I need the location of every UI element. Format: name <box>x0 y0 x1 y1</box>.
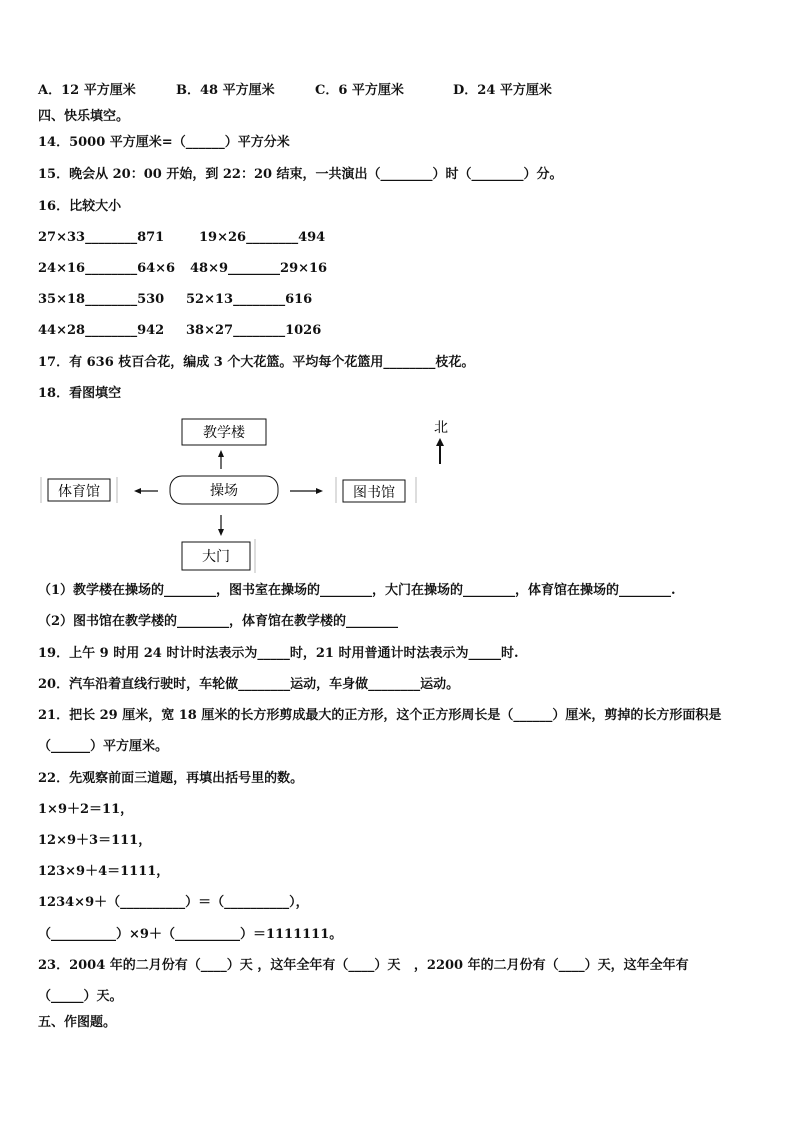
pattern-line: 1×9＋2＝11， <box>38 802 134 817</box>
compare-item: 19×26________494 <box>199 230 326 245</box>
section5-title: 五、作图题。 <box>38 1015 117 1030</box>
gym-label: 体育馆 <box>58 484 100 500</box>
section4-title: 四、快乐填空。 <box>38 109 130 124</box>
option-d: D．24 平方厘米 <box>453 83 552 98</box>
question-18-part-2: （2）图书馆在教学楼的________，体育馆在教学楼的________ <box>38 614 399 629</box>
question-21-line-1: 21．把长 29 厘米，宽 18 厘米的长方形剪成最大的正方形，这个正方形周长是（______）厘米，剪掉的长方形面积是 <box>38 708 722 723</box>
pattern-line: 123×9＋4＝1111， <box>38 864 170 879</box>
pattern-line: （__________）×9＋（__________）＝1111111。 <box>38 927 343 942</box>
compare-item: 52×13________616 <box>186 292 313 307</box>
arrow-down-icon <box>218 529 224 536</box>
question-18-title: 18．看图填空 <box>38 386 122 401</box>
north-label: 北 <box>434 420 448 436</box>
arrow-up-icon <box>218 450 224 457</box>
arrow-left-icon <box>134 488 141 494</box>
option-c: C．6 平方厘米 <box>315 83 404 98</box>
compare-item: 27×33________871 <box>38 230 165 245</box>
question-19: 19．上午 9 时用 24 时计时法表示为_____时，21 时用普通计时法表示为_____时. <box>38 646 519 661</box>
direction-diagram <box>38 412 448 577</box>
compare-item: 38×27________1026 <box>186 323 322 338</box>
question-14: 14．5000 平方厘米=（______）平方分米 <box>38 135 290 150</box>
question-16-title: 16．比较大小 <box>38 199 122 214</box>
option-b: B．48 平方厘米 <box>176 83 275 98</box>
north-arrow-icon <box>436 438 444 446</box>
compare-item: 24×16________64×6 <box>38 261 176 276</box>
question-18-part-1: （1）教学楼在操场的________，图书室在操场的________，大门在操场的________，体育馆在操场的________. <box>38 583 676 598</box>
question-23-line-2: （_____）天。 <box>38 989 123 1004</box>
pattern-line: 12×9＋3＝111， <box>38 833 152 848</box>
pattern-line: 1234×9＋（__________）＝（__________）， <box>38 895 309 910</box>
question-22-title: 22．先观察前面三道题，再填出括号里的数。 <box>38 771 304 786</box>
gate-label: 大门 <box>202 549 230 565</box>
compare-item: 44×28________942 <box>38 323 165 338</box>
option-a: A．12 平方厘米 <box>38 83 136 98</box>
compare-item: 48×9________29×16 <box>190 261 328 276</box>
question-20: 20．汽车沿着直线行驶时，车轮做________运动，车身做________运动。 <box>38 677 460 692</box>
teaching-building-label: 教学楼 <box>203 425 245 441</box>
library-label: 图书馆 <box>353 485 395 501</box>
arrow-right-icon <box>316 488 323 494</box>
question-23-line-1: 23．2004 年的二月份有（____）天 ，这年全年有（____）天 ，2200 年的二月份有（____）天，这年全年有 <box>38 958 689 973</box>
playground-label: 操场 <box>210 483 238 499</box>
question-17: 17．有 636 枝百合花，编成 3 个大花篮。平均每个花篮用________枝花。 <box>38 355 475 370</box>
compare-item: 35×18________530 <box>38 292 165 307</box>
question-15: 15．晚会从 20：00 开始，到 22：20 结束，一共演出（________）时（________）分。 <box>38 167 563 182</box>
question-21-line-2: （______）平方厘米。 <box>38 739 169 754</box>
